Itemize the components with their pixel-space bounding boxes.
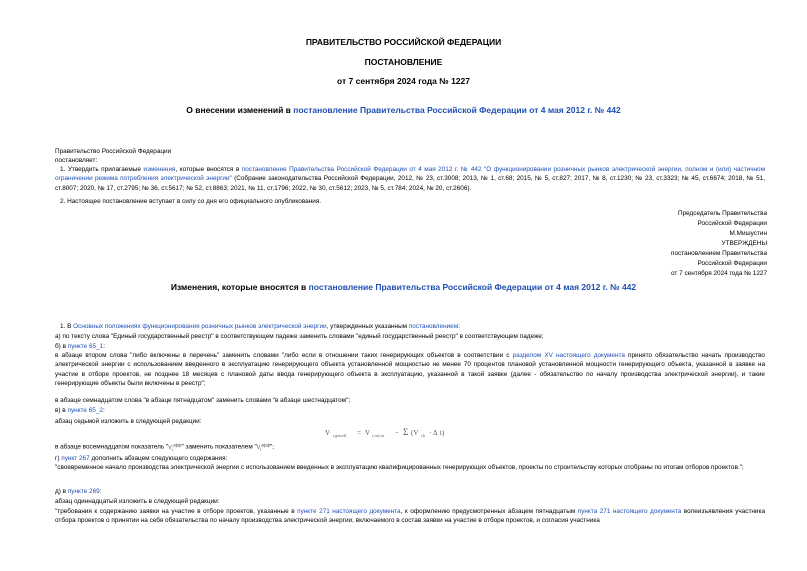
changes-title	[0, 282, 807, 292]
change-b-link[interactable]: пункте 65_1	[67, 343, 104, 350]
change-d-para-2	[55, 507, 765, 526]
change-d-para-2-text-c: волеизъявления участника отбора проектов о принятии на себя обязательства по началу производства электрической энергии, включаемого в состав заявки на участие в отборе проектов, и согласия участника	[55, 508, 765, 525]
change-d-line	[55, 487, 102, 496]
svg-text:V: V	[365, 429, 371, 437]
item-1-link-changes[interactable]: изменения	[143, 166, 176, 173]
svg-text:i,vol,str: i,vol,str	[372, 433, 385, 438]
change-g-line	[55, 454, 227, 463]
change-d-para-2-text-b: , к оформлению предусмотренных абзацем пятнадцатым	[400, 508, 578, 515]
change-b-paragraph	[55, 351, 765, 389]
change-1-link-resolution[interactable]: постановлением	[408, 323, 459, 330]
svg-text:(V: (V	[411, 429, 419, 437]
change-d-text-a: д) в	[55, 488, 68, 495]
change-b-text-c: :	[103, 343, 105, 350]
item-1-paragraph	[55, 165, 765, 193]
date-number-header: от 7 сентября 2024 года № 1227	[337, 76, 470, 86]
change-b-text-a: б) в	[55, 343, 68, 350]
title-prefix: О внесении изменений в	[186, 105, 294, 115]
signature-line-1: Председатель Правительства	[678, 210, 767, 217]
change-v-para-1: абзац седьмой изложить в следующей редакции:	[55, 418, 202, 425]
svg-text:−: −	[395, 429, 399, 437]
change-d-text-c: :	[99, 488, 102, 495]
change-v-text-c: :	[102, 407, 105, 414]
approved-line-2: постановлением Правительства	[671, 250, 767, 257]
signature-line-2: Российской Федерации	[697, 220, 767, 227]
change-d-para-2-link-1[interactable]: пункте 271 настоящего документа	[297, 508, 401, 515]
new-indicator-symbol: $V_i^{эфф}$	[256, 442, 271, 452]
gov-line: Правительство Российской Федерации	[55, 148, 172, 155]
document-title	[0, 105, 807, 115]
change-1-link-basic-provisions[interactable]: Основных положениях функционирования розничных рынков электрической энергии	[73, 323, 327, 330]
change-b-para-text-a: в абзаце втором слова "либо включены в перечень" заменить словами "либо если в отношении таких генерирующих объектов в соответствии с	[55, 352, 513, 359]
svg-text:i,gen,eff: i,gen,eff	[333, 433, 347, 438]
item-1-text-c: (Собрание законодательства Российской Федерации, 2012, № 23, ст.3008; 2013, № 1, ст.68; 2015, № 5, ст.827; 2017, № 8, ст.1230; № 23, ст.3323; № 45, ст.6674; 2018, № 51, ст.8007; 2020, № 17, ст.2795; № 36, ст.5617; № 52, ст.8863; 2021, № 11, ст.1796; 2022, № 30, ст.5612; 2023, № 5, ст.784; 2024, № 20, ст.2606).	[55, 175, 765, 192]
change-1-text-a: 1. В	[60, 323, 74, 330]
svg-text:Σ: Σ	[403, 427, 409, 437]
svg-text:=: =	[357, 429, 361, 437]
change-d-para-2-text-a: "требования к содержанию заявки на участие в отборе проектов, указанные в	[55, 508, 298, 515]
change-b-sub-line: в абзаце семнадцатом слова "в абзаце пятнадцатом" заменить словами "в абзаце шестнадцатом";	[55, 397, 351, 404]
changes-title-prefix: Изменения, которые вносятся в	[170, 282, 309, 292]
svg-text:·: ·	[429, 429, 432, 437]
formula-image	[325, 427, 465, 439]
resolves-line: постановляет:	[55, 157, 98, 164]
approved-line-4: от 7 сентября 2024 года № 1227	[671, 270, 767, 277]
change-a-line: а) по тексту слова "Единый государственный реестр" в соответствующем падеже заменить словами "единый государственный реестр" в соответствующем падеже;	[55, 333, 544, 340]
change-g-quote: "своевременное начало производства электрической энергии с использованием введенных в эксплуатацию квалифицированных генерирующих объектов, проекты по строительству которых отобраны по итогам отборов проектов.";	[55, 464, 744, 471]
change-g-link[interactable]: пункт 267	[61, 455, 90, 462]
change-b-para-text-b: принято обязательство начать производство электрической энергии с использованием введенного в эксплуатацию генерирующего объекта установленной мощностью не менее 70 процентов плановой установленной мощности генерирующего объекта, указанной в заявке на участие в отборе проектов, не позднее 18 месяцев с плановой даты ввода генерирующего объекта в эксплуатацию, указанной в такой заявке (далее - обязательство по началу производства электрической энергии), и такие генерирующие объекты были включены в реестр";	[55, 352, 765, 388]
change-v-para-2-text-c: ";	[270, 443, 275, 451]
change-v-para-2-text-b: " заменить показателем "	[181, 443, 257, 451]
government-header: ПРАВИТЕЛЬСТВО РОССИЙСКОЙ ФЕДЕРАЦИИ	[305, 37, 502, 47]
item-1-link-resolution[interactable]: постановление Правительства Российской Федерации от 4 мая 2012 г. № 442 "О функционировании розничных рынков электрической энергии, полном и (или) частичном ограничении режима потребления электрической энергии"	[55, 166, 766, 183]
change-1-text-c: :	[458, 323, 460, 330]
change-d-link[interactable]: пункте 269	[67, 488, 100, 495]
change-g-text-b: дополнить абзацем следующего содержания:	[89, 455, 228, 462]
old-indicator-symbol: $V_i^{эфф}$	[168, 442, 182, 452]
svg-text:Δ: Δ	[433, 429, 438, 437]
doc-type-header: ПОСТАНОВЛЕНИЕ	[364, 57, 443, 67]
title-link[interactable]: постановление Правительства Российской Федерации от 4 мая 2012 г. № 442	[293, 105, 621, 115]
approved-line-3: Российской Федерации	[697, 260, 767, 267]
change-v-text-a: в) в	[55, 407, 68, 414]
changes-title-link[interactable]: постановление Правительства Российской Федерации от 4 мая 2012 г. № 442	[308, 282, 637, 292]
change-v-line	[55, 406, 105, 415]
item-2-paragraph: 2. Настоящее постановление вступает в силу со дня его официального опубликования.	[60, 198, 322, 205]
item-1-text-a: 1. Утвердить прилагаемые	[60, 166, 144, 173]
change-d-para-1: абзац одиннадцатый изложить в следующей редакции:	[55, 498, 220, 505]
item-1-text-b: , которые вносятся в	[175, 166, 242, 173]
change-d-para-2-link-2[interactable]: пункта 271 настоящего документа	[577, 508, 682, 515]
svg-text:V: V	[325, 429, 331, 437]
signature-name: М.Мишустин	[729, 230, 767, 237]
approved-line-1: УТВЕРЖДЕНЫ	[721, 240, 767, 247]
change-v-para-2-text-a: в абзаце восемнадцатом показатель "	[55, 443, 169, 451]
change-v-para-2	[55, 440, 274, 454]
change-b-line	[55, 342, 105, 351]
svg-text:i,k: i,k	[421, 433, 426, 438]
change-g-text-a: г)	[55, 455, 62, 462]
svg-text:t): t)	[440, 429, 445, 437]
change-b-para-link[interactable]: разделом XV настоящего документа	[512, 352, 625, 359]
change-1-text-b: , утвержденных указанным	[326, 323, 409, 330]
change-v-link[interactable]: пункте 65_2	[67, 407, 103, 414]
change-1-line	[60, 322, 460, 331]
